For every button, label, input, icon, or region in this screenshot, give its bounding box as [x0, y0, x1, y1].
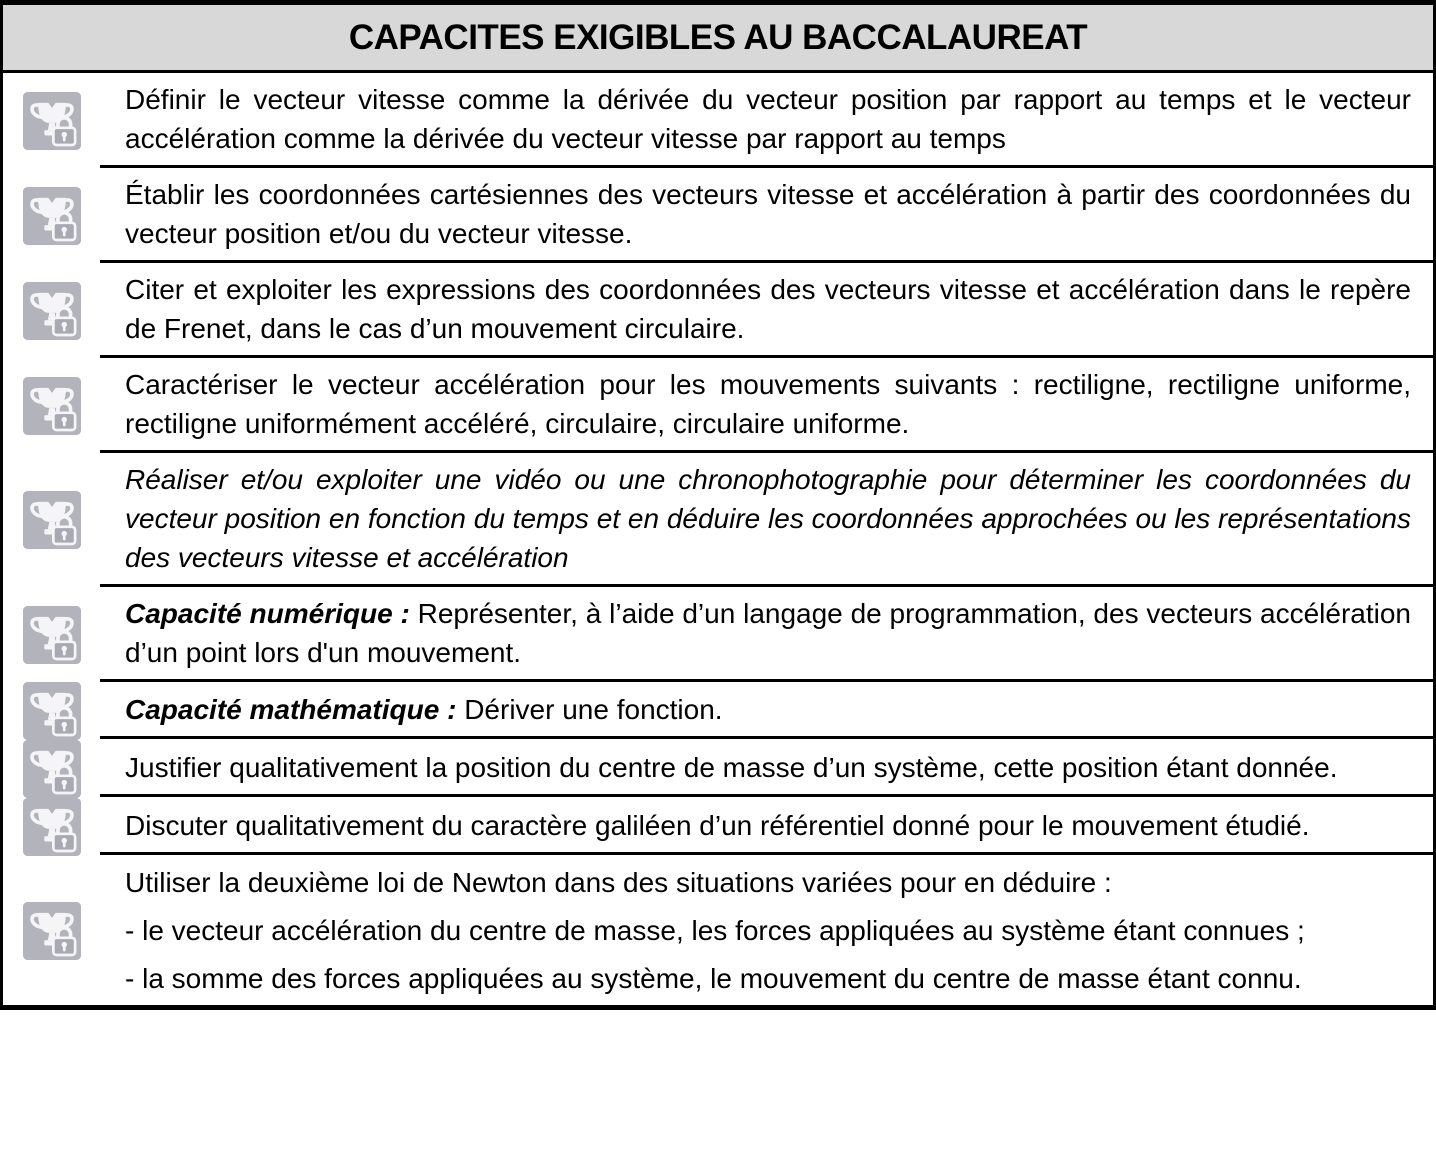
locked-trophy-icon	[23, 92, 81, 150]
capability-row	[3, 682, 1433, 740]
capability-text-cell	[100, 856, 1433, 1005]
capability-lead: Capacité mathématique :	[125, 694, 465, 725]
capability-body: Justifier qualitativement la position du centre de masse d’un système, cette position étant donnée.	[125, 752, 1338, 783]
capability-text-cell	[100, 799, 1433, 855]
capability-row	[3, 358, 1433, 453]
table-header	[3, 5, 1433, 73]
locked-trophy-icon	[23, 606, 81, 664]
capability-text-cell	[100, 741, 1433, 797]
capability-text	[125, 175, 1411, 253]
capability-body: Dériver une fonction.	[464, 694, 723, 725]
capability-text	[125, 748, 1411, 787]
locked-trophy-icon	[23, 798, 81, 856]
capability-text: - le vecteur accélération du centre de masse, les forces appliquées au système étant connues ;	[125, 915, 1305, 946]
capability-row	[3, 453, 1433, 587]
capability-text-cell	[100, 73, 1433, 168]
page-title: CAPACITES EXIGIBLES AU BACCALAUREAT	[348, 17, 1088, 57]
capability-text	[125, 460, 1411, 577]
capability-text: Utiliser la deuxième loi de Newton dans des situations variées pour en déduire :	[125, 867, 1112, 898]
icon-cell	[3, 92, 100, 150]
capability-text-cell	[100, 263, 1433, 358]
capability-text	[125, 594, 1411, 672]
icon-cell	[3, 491, 100, 549]
capability-row	[3, 168, 1433, 263]
icon-cell	[3, 902, 100, 960]
capability-body: Caractériser le vecteur accélération pour les mouvements suivants : rectiligne, rectiligne uniforme, rectiligne uniformément accéléré, circulaire, circulaire uniforme.	[125, 369, 1411, 439]
icon-cell	[3, 187, 100, 245]
locked-trophy-icon	[23, 377, 81, 435]
icon-cell	[3, 377, 100, 435]
capability-text-cell	[100, 587, 1433, 682]
icon-cell	[3, 606, 100, 664]
capability-body: Discuter qualitativement du caractère galiléen d’un référentiel donné pour le mouvement étudié.	[125, 810, 1310, 841]
capability-body: Établir les coordonnées cartésiennes des vecteurs vitesse et accélération à partir des coordonnées du vecteur position et/ou du vecteur vitesse.	[125, 179, 1411, 249]
capability-body: Représenter, à l’aide d’un langage de programmation, des vecteurs accélération d’un point lors d'un mouvement.	[125, 598, 1411, 668]
icon-cell	[3, 740, 100, 798]
icon-cell	[3, 682, 100, 740]
locked-trophy-icon	[23, 740, 81, 798]
locked-trophy-icon	[23, 682, 81, 740]
locked-trophy-icon	[23, 902, 81, 960]
capability-text	[125, 270, 1411, 348]
icon-cell	[3, 282, 100, 340]
capability-text-cell	[100, 453, 1433, 587]
capability-text	[125, 80, 1411, 158]
capability-row	[3, 263, 1433, 358]
capability-body: Réaliser et/ou exploiter une vidéo ou une chronophotographie pour déterminer les coordonnées du vecteur position en fonction du temps et en déduire les coordonnées approchées ou les représentations des vecteurs vitesse et accélération	[125, 464, 1411, 573]
capability-row	[3, 587, 1433, 682]
locked-trophy-icon	[23, 282, 81, 340]
capability-text-cell	[100, 358, 1433, 453]
capability-text	[125, 806, 1411, 845]
capability-body: Définir le vecteur vitesse comme la dérivée du vecteur position par rapport au temps et le vecteur accélération comme la dérivée du vecteur vitesse par rapport au temps	[125, 84, 1411, 154]
capability-text	[125, 365, 1411, 443]
locked-trophy-icon	[23, 491, 81, 549]
capability-text-cell	[100, 683, 1433, 739]
icon-cell	[3, 798, 100, 856]
capability-row	[3, 798, 1433, 856]
locked-trophy-icon	[23, 187, 81, 245]
capability-body: Citer et exploiter les expressions des coordonnées des vecteurs vitesse et accélération dans le repère de Frenet, dans le cas d’un mouvement circulaire.	[125, 274, 1411, 344]
capability-text: - la somme des forces appliquées au système, le mouvement du centre de masse étant connu.	[125, 963, 1302, 994]
capability-lead: Capacité numérique :	[125, 598, 418, 629]
capability-text	[125, 690, 1411, 729]
capability-row	[3, 740, 1433, 798]
capability-row	[3, 856, 1433, 1005]
capability-row	[3, 73, 1433, 168]
capability-text-cell	[100, 168, 1433, 263]
